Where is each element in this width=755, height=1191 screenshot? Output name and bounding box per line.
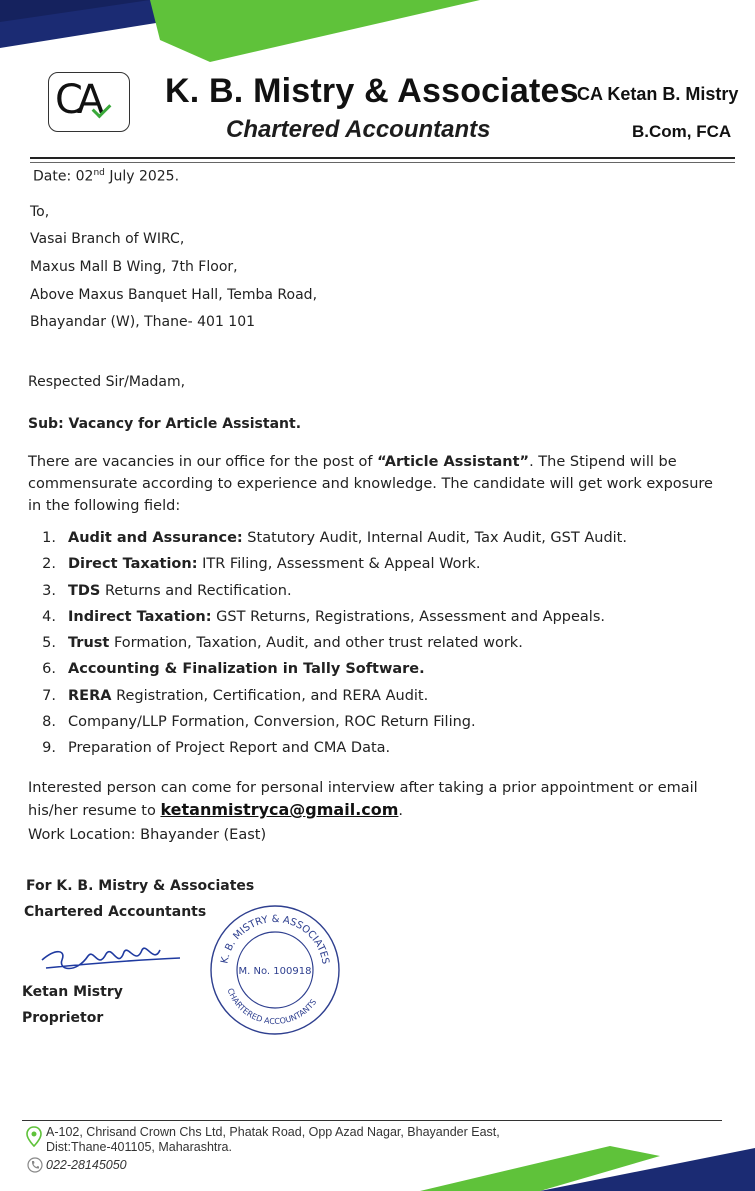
address-line-3: Above Maxus Banquet Hall, Temba Road, <box>30 287 318 303</box>
header-banner <box>0 0 755 70</box>
list-item-text: Statutory Audit, Internal Audit, Tax Audit, GST Audit. <box>242 530 627 546</box>
signature-firm-line: Chartered Accountants <box>24 904 207 920</box>
date-suffix: July 2025. <box>104 168 180 185</box>
closing-period: . <box>398 803 404 819</box>
intro-text-2: . The Stipend will be commensurate according to experience and knowledge. The candidate will get work exposure in the following field: <box>28 454 713 514</box>
signatory-title: Proprietor <box>22 1010 104 1026</box>
signatory-name: Ketan Mistry <box>22 984 123 1000</box>
to-line: To, <box>30 204 50 220</box>
firm-subtitle: Chartered Accountants <box>226 116 491 143</box>
header-divider <box>30 157 735 159</box>
footer-divider <box>22 1120 722 1121</box>
list-item-text: Returns and Rectification. <box>100 582 292 599</box>
list-number: 6. <box>42 661 56 678</box>
exposure-list <box>38 530 738 767</box>
list-item-bold: Audit and Assurance: <box>68 530 243 546</box>
ca-logo-icon <box>48 72 130 132</box>
green-band <box>150 0 480 62</box>
closing-line-2 <box>28 800 403 819</box>
list-item-text: Company/LLP Formation, Conversion, ROC Return Filing. <box>68 714 476 731</box>
closing-line-1: Interested person can come for personal interview after taking a prior appointment or email <box>28 780 698 796</box>
work-location: Work Location: Bhayander (East) <box>28 827 267 843</box>
date-prefix: Date: 02 <box>33 168 94 185</box>
subject-line: Sub: Vacancy for Article Assistant. <box>28 416 302 432</box>
footer-phone: 022-28145050 <box>46 1158 127 1172</box>
date-sup: nd <box>93 168 105 178</box>
list-item <box>38 530 738 556</box>
ca-name: CA Ketan B. Mistry <box>577 84 739 104</box>
list-item-bold: Direct Taxation: <box>68 556 198 573</box>
list-item <box>38 688 738 714</box>
list-number: 1. <box>42 530 56 546</box>
list-item-bold: Accounting & Finalization in Tally Software. <box>68 661 425 678</box>
list-number: 8. <box>42 714 56 731</box>
list-item <box>38 609 738 635</box>
list-item-bold: TDS <box>68 582 101 599</box>
list-number: 2. <box>42 556 56 573</box>
seal-center-text: M. No. 100918 <box>238 966 312 977</box>
email-link[interactable]: ketanmistryca@gmail.com <box>160 800 399 819</box>
footer-address-1: A-102, Chrisand Crown Chs Ltd, Phatak Road, Opp Azad Nagar, Bhayander East, <box>46 1125 500 1139</box>
logo-text: CA <box>55 77 99 123</box>
signature-for-line: For K. B. Mistry & Associates <box>26 878 255 894</box>
letter-date <box>33 168 179 185</box>
firm-seal-stamp <box>205 900 345 1040</box>
list-item <box>38 583 738 609</box>
list-number: 3. <box>42 582 56 599</box>
list-item <box>38 714 738 740</box>
footer-banner <box>0 1136 755 1191</box>
address-line-1: Vasai Branch of WIRC, <box>30 231 185 247</box>
firm-name: K. B. Mistry & Associates <box>165 72 579 110</box>
list-number: 7. <box>42 687 56 704</box>
closing-text: his/her resume to <box>28 803 161 819</box>
list-item <box>38 740 738 766</box>
list-item-text: Preparation of Project Report and CMA Data. <box>68 740 391 757</box>
list-number: 4. <box>42 608 56 625</box>
handwritten-signature <box>36 930 186 990</box>
list-item-bold: Indirect Taxation: <box>68 608 212 625</box>
list-item <box>38 661 738 687</box>
list-item-bold: Trust <box>68 635 110 652</box>
list-item-text: GST Returns, Registrations, Assessment and Appeals. <box>211 608 605 625</box>
address-line-4: Bhayandar (W), Thane- 401 101 <box>30 314 256 330</box>
list-item-text: Formation, Taxation, Audit, and other trust related work. <box>109 635 523 652</box>
list-item <box>38 635 738 661</box>
ca-qualification: B.Com, FCA <box>632 122 732 141</box>
header-divider-thin <box>30 162 735 163</box>
list-item-text: Registration, Certification, and RERA Audit. <box>111 687 429 704</box>
list-item-bold: RERA <box>68 687 112 704</box>
list-number: 5. <box>42 635 56 652</box>
seal-bottom-text: CHARTERED ACCOUNTANTS <box>225 986 319 1027</box>
intro-bold: “Article Assistant” <box>377 454 530 470</box>
salutation: Respected Sir/Madam, <box>28 374 186 390</box>
list-number: 9. <box>42 740 56 757</box>
address-line-2: Maxus Mall B Wing, 7th Floor, <box>30 259 238 275</box>
intro-paragraph <box>28 451 718 517</box>
intro-text-1: There are vacancies in our office for the post of <box>28 454 378 470</box>
footer-address-2: Dist:Thane-401105, Maharashtra. <box>46 1140 232 1154</box>
list-item <box>38 556 738 582</box>
list-item-text: ITR Filing, Assessment & Appeal Work. <box>197 556 481 573</box>
seal-top-text: K. B. MISTRY & ASSOCIATES <box>219 913 331 966</box>
